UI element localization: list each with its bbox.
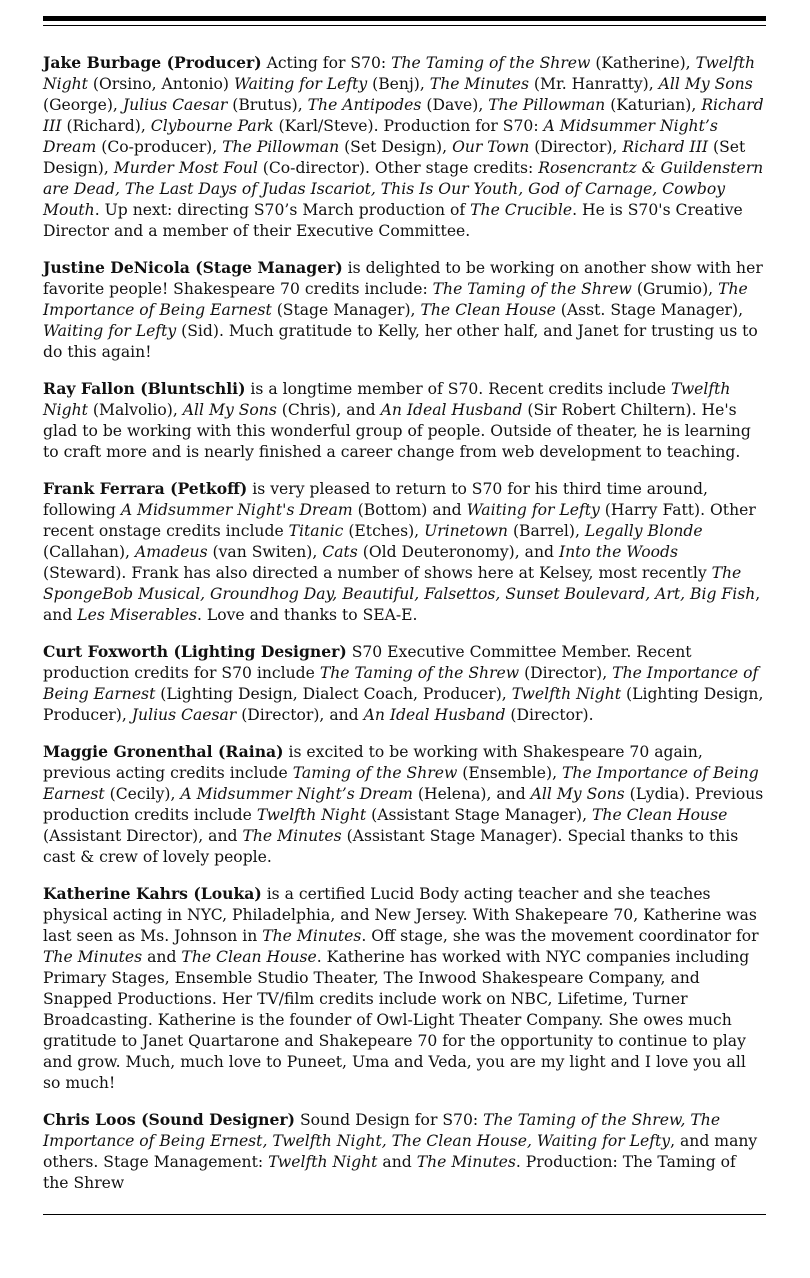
bio-name: Ray Fallon (Bluntschli) [43, 379, 246, 398]
bio-title: Twelfth Night [43, 54, 756, 93]
bio-title: The Pillowman [222, 138, 340, 156]
bio-title: The Clean House [181, 948, 317, 966]
bio-text: (Sir Robert Chiltern). He's glad to be working with this wonderful group of people. Outside of theater, he is learning to craft more and is nearly finished a career change from web development to teaching. [43, 401, 751, 461]
bio-text: (Sid). Much gratitude to Kelly, her other half, and Janet for trusting us to do this again! [43, 322, 758, 361]
bio-title: All My Sons [658, 75, 753, 93]
bio-text: (Set Design), [339, 138, 453, 156]
bio-text: (Assistant Stage Manager), [366, 806, 592, 824]
bio-text: (Old Deuteronomy), and [357, 543, 559, 561]
bio-text: (Director), [529, 138, 623, 156]
bio-text: (Lighting Design, Producer), [43, 685, 764, 724]
bio-text: . Up next: directing S70’s March production of [94, 201, 471, 219]
bio-text: (Assistant Director), and [43, 827, 243, 845]
bio-title: The Antipodes [307, 96, 422, 114]
bio-title: The Minutes [429, 75, 529, 93]
bio-title: An Ideal Husband [380, 401, 523, 419]
bio-title: The Pillowman [488, 96, 606, 114]
bio-title: Julius Caesar [122, 96, 228, 114]
bio-text: Acting for S70: [261, 54, 392, 72]
bio-title: Waiting for Lefty [233, 75, 368, 93]
bio-text: (Stage Manager), [271, 301, 421, 319]
bio-text: . Love and thanks to SEA-E. [196, 606, 418, 624]
bio-text: (Katherine), [590, 54, 696, 72]
bio-text: (Callahan), [43, 543, 135, 561]
bio-text: (Director), and [236, 706, 364, 724]
bio-title: All My Sons [530, 785, 625, 803]
bio-text: (Helena), and [412, 785, 531, 803]
bio-paragraph [43, 883, 766, 1094]
bio-text: (Bottom) and [352, 501, 467, 519]
bio-text: is delighted to be working on another show with her favorite people! Shakespeare 70 credits include: [43, 259, 763, 298]
bio-text: (Cecily), [104, 785, 181, 803]
bio-text: (George), [43, 96, 123, 114]
bio-text: . He is S70's Creative Director and a member of their Executive Committee. [43, 201, 743, 240]
bio-title: The Minutes [416, 1153, 516, 1171]
bio-title: The Crucible [470, 201, 573, 219]
bio-paragraph [43, 1109, 766, 1194]
bio-name: Curt Foxworth (Lighting Designer) [43, 642, 347, 661]
bio-title: Urinetown [424, 522, 508, 540]
bio-text: (van Switen), [207, 543, 323, 561]
bio-text: S70 Executive Committee Member. Recent production credits for S70 include [43, 643, 692, 682]
bio-title: The Clean House [420, 301, 556, 319]
bio-text: (Steward). Frank has also directed a number of shows here at Kelsey, most recently [43, 564, 712, 582]
bio-title: Titanic [288, 522, 344, 540]
bio-paragraph [43, 52, 766, 242]
bio-title: Waiting for Lefty [43, 322, 177, 340]
bio-paragraph [43, 478, 766, 626]
bio-text: (Lydia). Previous production credits include [43, 785, 764, 824]
bio-title: The Clean House [592, 806, 728, 824]
bio-name: Chris Loos (Sound Designer) [43, 1110, 296, 1129]
bio-text: (Karl/Steve). Production for S70: [273, 117, 544, 135]
bio-text: (Brutus), [227, 96, 308, 114]
bio-text: (Asst. Stage Manager), [555, 301, 744, 319]
bio-text: (Director), [519, 664, 613, 682]
bio-name: Maggie Gronenthal (Raina) [43, 742, 284, 761]
bottom-rule [43, 1214, 766, 1215]
bio-text: and [142, 948, 182, 966]
bio-title: An Ideal Husband [363, 706, 506, 724]
bio-text: (Dave), [421, 96, 489, 114]
bio-text: . Katherine has worked with NYC companies including Primary Stages, Ensemble Studio Theater, The Inwood Shakespeare Company, and Snapped Productions. Her TV/film credits include work on NBC, Lifetime, Turner Broadcasting. Katherine is the founder of Owl-Light Theater Company. She owes much gratitude to Janet Quartarone and Shakepeare 70 for the opportunity to continue to play and grow. Much, much love to Puneet, Uma and Veda, you are my light and I love you all so much! [43, 948, 750, 1092]
bio-text: (Co-producer), [96, 138, 223, 156]
bio-title: The Importance of Being Earnest [43, 664, 759, 703]
bio-name: Justine DeNicola (Stage Manager) [43, 258, 343, 277]
bio-text: is a certified Lucid Body acting teacher and she teaches physical acting in NYC, Philadelphia, and New Jersey. With Shakepeare 70, Katherine was last seen as Ms. Johnson in [43, 885, 757, 945]
bio-text: (Barrel), [507, 522, 585, 540]
bio-title: A Midsummer Night's Dream [120, 501, 353, 519]
bio-title: The Minutes [43, 948, 143, 966]
bio-name: Frank Ferrara (Petkoff) [43, 479, 248, 498]
top-rule-thick [43, 16, 766, 21]
bio-title: A Midsummer Night’s Dream [43, 117, 718, 156]
top-rule-thin [43, 25, 766, 26]
bio-title: Richard III [43, 96, 764, 135]
bio-paragraph [43, 741, 766, 868]
bio-text: , and [43, 585, 761, 624]
bio-text: (Co-director). Other stage credits: [257, 159, 539, 177]
bio-text: . Off stage, she was the movement coordinator for [361, 927, 759, 945]
bio-title: Twelfth Night [43, 380, 731, 419]
bio-text: (Harry Fatt). Other recent onstage credits include [43, 501, 756, 540]
bio-text: (Mr. Hanratty), [528, 75, 659, 93]
bio-text: (Katurian), [605, 96, 702, 114]
bio-text: (Lighting Design, Dialect Coach, Producer), [155, 685, 512, 703]
bio-title: The Taming of the Shrew, The Importance of Being Ernest, Twelfth Night, The Clean House, Waiting for Lefty [43, 1111, 721, 1150]
bio-title: Twelfth Night [268, 1153, 378, 1171]
bio-text: is excited to be working with Shakespeare 70 again, previous acting credits include [43, 743, 703, 782]
bio-title: Into the Woods [558, 543, 678, 561]
bio-title: Waiting for Lefty [466, 501, 600, 519]
bio-paragraph [43, 378, 766, 463]
bio-text: (Director). [505, 706, 594, 724]
bio-text: (Grumio), [631, 280, 719, 298]
bio-title: Our Town [452, 138, 530, 156]
bio-title: Twelfth Night [511, 685, 622, 703]
bio-title: Richard III [622, 138, 709, 156]
bio-title: Twelfth Night [256, 806, 367, 824]
bio-title: Rosencrantz & Guildenstern are Dead, The Last Days of Judas Iscariot, This Is Our Youth, God of Carnage, Cowboy Mouth [43, 159, 764, 219]
bio-text: (Chris), and [276, 401, 381, 419]
bio-text: Sound Design for S70: [295, 1111, 484, 1129]
bio-title: The SpongeBob Musical, Groundhog Day, Beautiful, Falsettos, Sunset Boulevard, Art, Big Fish [43, 564, 756, 603]
bio-title: The Taming of the Shrew [391, 54, 591, 72]
bio-title: Clybourne Park [150, 117, 274, 135]
bio-title: Amadeus [134, 543, 208, 561]
bio-title: Les Miserables [77, 606, 197, 624]
bio-text: (Assistant Stage Manager). Special thanks to this cast & crew of lovely people. [43, 827, 739, 866]
bio-text: is very pleased to return to S70 for his third time around, following [43, 480, 708, 519]
bio-text: (Ensemble), [457, 764, 563, 782]
bio-list [43, 52, 766, 1209]
bio-title: The Taming of the Shrew [319, 664, 520, 682]
bio-text: (Orsino, Antonio) [87, 75, 234, 93]
bio-text: . Production: The Taming of the Shrew [43, 1153, 736, 1192]
bio-title: Murder Most Foul [113, 159, 258, 177]
bio-text: is a longtime member of S70. Recent credits include [245, 380, 671, 398]
bio-text: (Malvolio), [87, 401, 183, 419]
bio-title: The Importance of Being Earnest [43, 280, 748, 319]
bio-paragraph [43, 641, 766, 726]
bio-text: and [377, 1153, 417, 1171]
bio-text: (Benj), [367, 75, 430, 93]
bio-title: The Taming of the Shrew [432, 280, 632, 298]
bio-title: The Minutes [242, 827, 342, 845]
bio-title: The Minutes [262, 927, 362, 945]
bio-text: (Etches), [343, 522, 425, 540]
bio-text: (Richard), [61, 117, 151, 135]
bio-title: Taming of the Shrew [292, 764, 458, 782]
bio-paragraph [43, 257, 766, 363]
bio-title: The Importance of Being Earnest [43, 764, 759, 803]
bio-name: Katherine Kahrs (Louka) [43, 884, 262, 903]
bio-text: , and many others. Stage Management: [43, 1132, 758, 1171]
bio-title: All My Sons [182, 401, 277, 419]
bio-title: Julius Caesar [131, 706, 237, 724]
bio-text: (Set Design), [43, 138, 746, 177]
bio-title: Cats [322, 543, 358, 561]
bio-title: A Midsummer Night’s Dream [180, 785, 413, 803]
bio-title: Legally Blonde [584, 522, 703, 540]
bio-name: Jake Burbage (Producer) [43, 53, 262, 72]
